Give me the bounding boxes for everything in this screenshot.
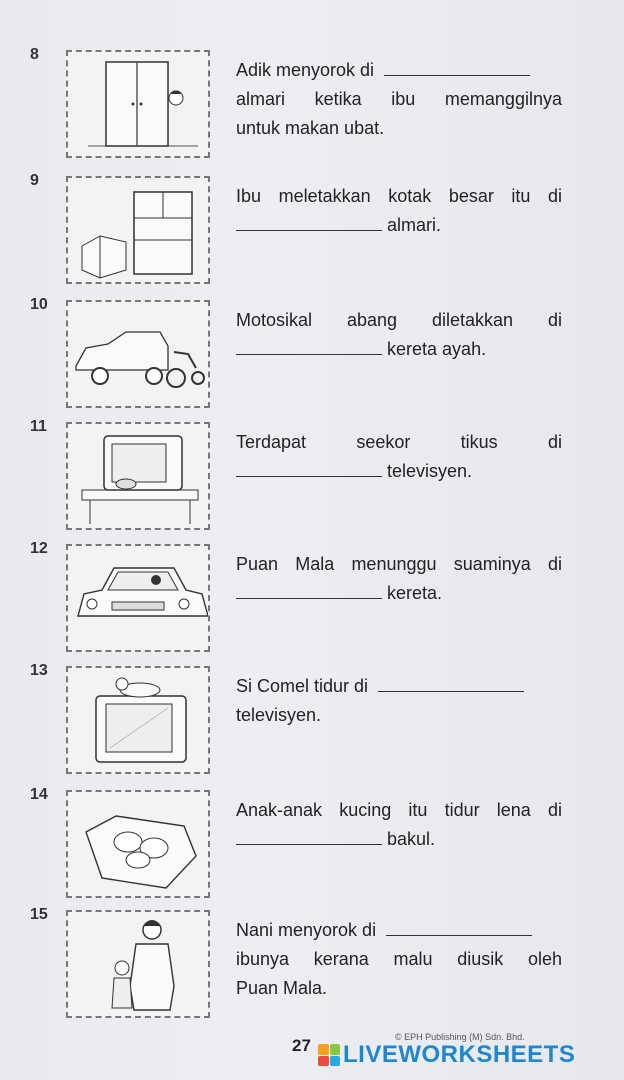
question-text: almari. — [387, 215, 442, 235]
answer-blank[interactable] — [384, 59, 530, 76]
question-text-line: Terdapat seekor tikus di — [236, 432, 562, 452]
question-text: Si Comel tidur di — [236, 676, 369, 696]
question-text-line: Anak-anak kucing itu tidur lena di — [236, 800, 562, 820]
liveworksheets-brand[interactable] — [318, 1040, 575, 1070]
question-15 — [0, 906, 624, 1026]
question-text-line: ibunya kerana malu diusik oleh — [236, 949, 562, 969]
publisher-note: © EPH Publishing (M) Sdn. Bhd. — [395, 1032, 525, 1042]
question-text: televisyen. — [387, 461, 473, 481]
answer-blank[interactable] — [236, 828, 382, 845]
answer-blank[interactable] — [236, 214, 382, 231]
question-text: bakul. — [387, 829, 436, 849]
box-cabinet-icon — [66, 176, 210, 284]
question-text: Adik menyorok di — [236, 60, 375, 80]
question-number: 13 — [30, 662, 48, 679]
answer-blank[interactable] — [236, 338, 382, 355]
question-10 — [0, 296, 624, 416]
question-text-line: televisyen. — [236, 705, 322, 725]
tv-cat-icon — [66, 666, 210, 774]
question-number: 10 — [30, 296, 48, 313]
car-woman-icon — [66, 544, 210, 652]
question-text-line: Ibu meletakkan kotak besar itu di — [236, 186, 562, 206]
answer-blank[interactable] — [236, 460, 382, 477]
question-text-line: untuk makan ubat. — [236, 118, 385, 138]
question-11 — [0, 418, 624, 538]
question-text-line: Motosikal abang diletakkan di — [236, 310, 562, 330]
mother-child-icon — [66, 910, 210, 1018]
brand-name: LIVEWORKSHEETS — [343, 1041, 576, 1068]
question-text-line: almari ketika ibu memanggilnya — [236, 89, 562, 109]
question-number: 14 — [30, 786, 48, 803]
car-motorcycle-icon — [66, 300, 210, 408]
question-text-line: Puan Mala. — [236, 978, 328, 998]
answer-blank[interactable] — [236, 582, 382, 599]
question-14 — [0, 786, 624, 906]
tv-mouse-icon — [66, 422, 210, 530]
liveworksheets-logo-icon — [318, 1044, 340, 1066]
answer-blank[interactable] — [386, 919, 532, 936]
page-number: 27 — [292, 1036, 311, 1055]
question-text: kereta. — [387, 583, 443, 603]
question-number: 12 — [30, 540, 48, 557]
question-8 — [0, 46, 624, 166]
question-12 — [0, 540, 624, 660]
question-9 — [0, 172, 624, 292]
answer-blank[interactable] — [378, 675, 524, 692]
wardrobe-child-icon — [66, 50, 210, 158]
question-number: 9 — [30, 172, 39, 189]
question-number: 11 — [30, 418, 47, 435]
question-number: 15 — [30, 906, 48, 923]
question-text: kereta ayah. — [387, 339, 487, 359]
question-text-line: Puan Mala menunggu suaminya di — [236, 554, 562, 574]
basket-kittens-icon — [66, 790, 210, 898]
question-number: 8 — [30, 46, 39, 63]
question-13 — [0, 662, 624, 782]
question-text: Nani menyorok di — [236, 920, 377, 940]
